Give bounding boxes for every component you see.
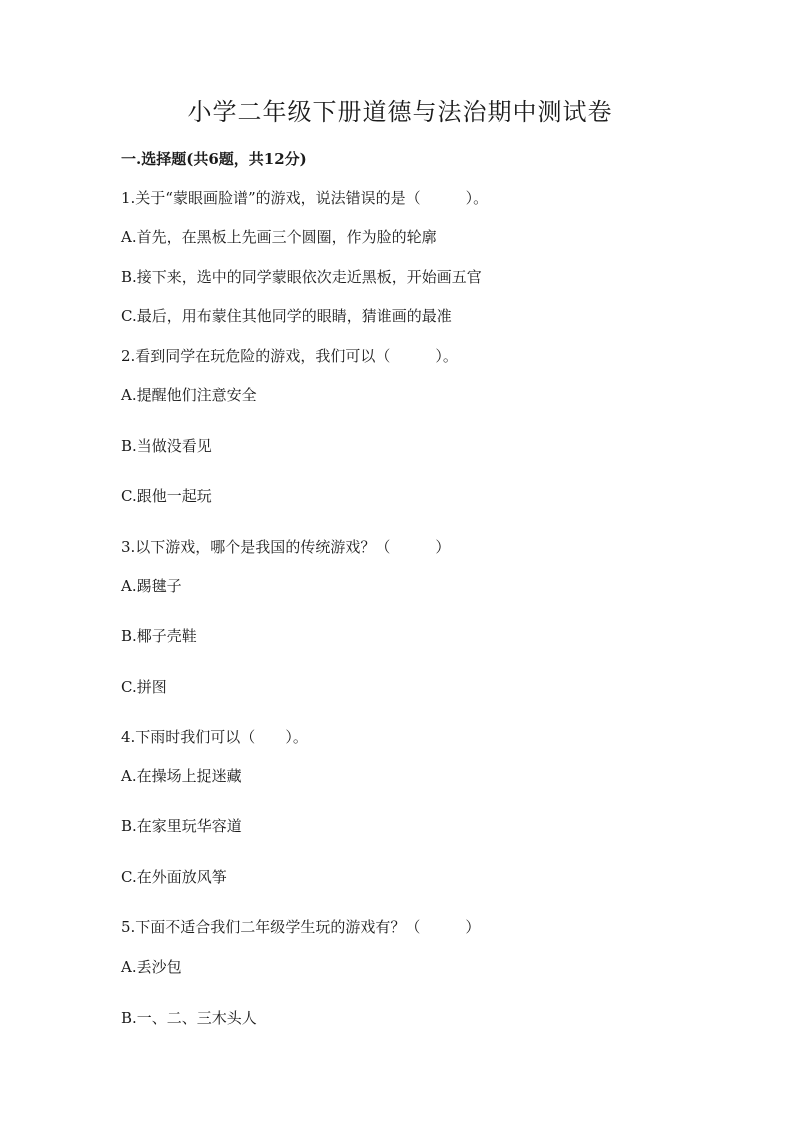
question-2-stem: 2.看到同学在玩危险的游戏，我们可以（ ）。 [121,347,458,365]
question-1-option-c: C.最后，用布蒙住其他同学的眼睛，猜谁画的最准 [121,307,452,325]
page-title: 小学二年级下册道德与法治期中测试卷 [187,98,613,126]
question-4-stem: 4.下雨时我们可以（ ）。 [121,728,308,746]
question-2-option-b: B.当做没看见 [121,437,212,455]
question-4-option-b: B.在家里玩华容道 [121,817,242,835]
question-1-option-a: A.首先，在黑板上先画三个圆圈，作为脸的轮廓 [121,228,437,246]
question-5-stem: 5.下面不适合我们二年级学生玩的游戏有？（ ） [121,918,481,936]
question-3-stem: 3.以下游戏，哪个是我国的传统游戏？（ ） [121,538,451,556]
question-4-option-a: A.在操场上捉迷藏 [121,767,242,785]
question-3-option-c: C.拼图 [121,678,167,696]
question-1-option-b: B.接下来，选中的同学蒙眼依次走近黑板，开始画五官 [121,268,482,286]
question-5-option-b: B.一、二、三木头人 [121,1009,257,1027]
question-1-stem: 1.关于“蒙眼画脸谱”的游戏，说法错误的是（ ）。 [121,189,489,207]
question-2-option-a: A.提醒他们注意安全 [121,386,257,404]
question-2-option-c: C.跟他一起玩 [121,487,212,505]
section-heading: 一.选择题(共6题，共12分) [121,150,307,168]
question-3-option-a: A.踢毽子 [121,577,182,595]
question-3-option-b: B.椰子壳鞋 [121,627,197,645]
question-5-option-a: A.丢沙包 [121,958,182,976]
question-4-option-c: C.在外面放风筝 [121,868,227,886]
